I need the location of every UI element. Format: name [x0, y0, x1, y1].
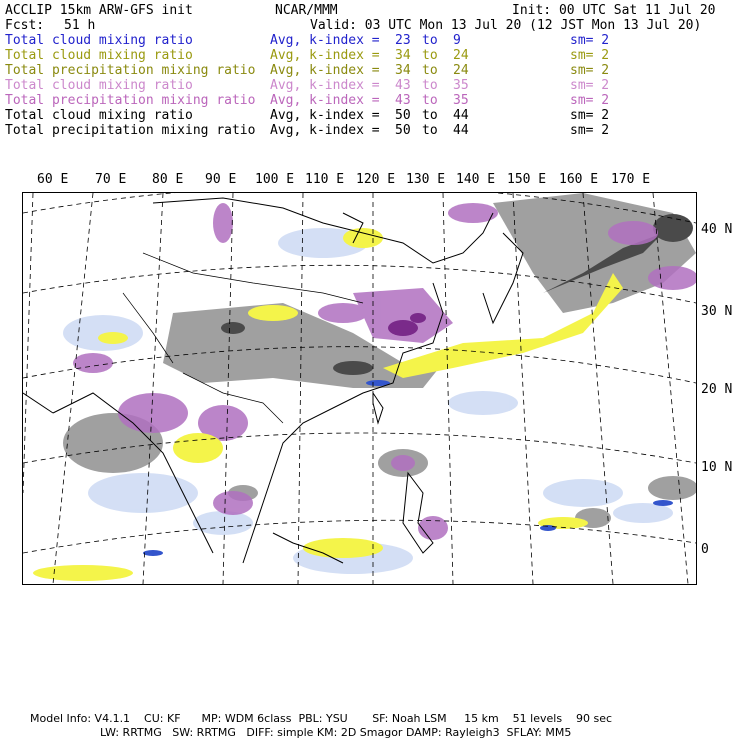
legend-row	[5, 93, 735, 108]
legend-k-to: 24	[453, 48, 469, 63]
legend-row	[5, 123, 735, 138]
longitude-label: 160 E	[559, 172, 599, 187]
latitude-label: 10 N	[701, 460, 733, 475]
legend-smoothing: sm= 2	[570, 33, 610, 48]
model-info-line2: LW: RRTMG SW: RRTMG DIFF: simple KM: 2D Smagor DAMP: Rayleigh3 SFLAY: MM5	[100, 726, 572, 739]
legend-k-from: 43	[395, 93, 411, 108]
legend-k-from: 34	[395, 63, 411, 78]
legend-row	[5, 108, 735, 123]
model-title: ACCLIP 15km ARW-GFS init	[5, 3, 193, 18]
longitude-label: 150 E	[507, 172, 547, 187]
legend-field-name: Total precipitation mixing ratio	[5, 93, 256, 108]
legend-avg-label: Avg, k-index =	[270, 123, 380, 138]
forecast-label: Fcst:	[5, 18, 45, 33]
legend-avg-label: Avg, k-index =	[270, 63, 380, 78]
legend-smoothing: sm= 2	[570, 78, 610, 93]
legend-to: to	[422, 108, 438, 123]
legend-smoothing: sm= 2	[570, 123, 610, 138]
legend-to: to	[422, 48, 438, 63]
legend-smoothing: sm= 2	[570, 63, 610, 78]
legend-avg-label: Avg, k-index =	[270, 48, 380, 63]
init-time: Init: 00 UTC Sat 11 Jul 20	[512, 3, 716, 18]
legend-k-to: 35	[453, 93, 469, 108]
legend-to: to	[422, 33, 438, 48]
legend-to: to	[422, 78, 438, 93]
longitude-label: 170 E	[611, 172, 651, 187]
legend-row	[5, 63, 735, 78]
organization-label: NCAR/MMM	[275, 3, 338, 18]
legend-field-name: Total precipitation mixing ratio	[5, 63, 256, 78]
legend-row	[5, 78, 735, 93]
latitude-label: 30 N	[701, 304, 733, 319]
longitude-label: 100 E	[255, 172, 295, 187]
legend-k-from: 34	[395, 48, 411, 63]
longitude-label: 70 E	[95, 172, 127, 187]
legend-k-from: 23	[395, 33, 411, 48]
legend-row	[5, 33, 735, 48]
legend-smoothing: sm= 2	[570, 108, 610, 123]
legend-to: to	[422, 93, 438, 108]
legend-k-to: 9	[453, 33, 461, 48]
legend-avg-label: Avg, k-index =	[270, 93, 380, 108]
longitude-label: 80 E	[152, 172, 184, 187]
legend-k-from: 43	[395, 78, 411, 93]
model-info-line1: Model Info: V4.1.1 CU: KF MP: WDM 6class PBL: YSU SF: Noah LSM 15 km 51 levels 90 sec	[30, 712, 613, 725]
forecast-map	[22, 192, 697, 585]
legend-to: to	[422, 63, 438, 78]
latitude-label: 0	[701, 542, 709, 557]
latitude-label: 40 N	[701, 222, 733, 237]
legend-row	[5, 48, 735, 63]
legend-smoothing: sm= 2	[570, 48, 610, 63]
longitude-label: 120 E	[356, 172, 396, 187]
legend-avg-label: Avg, k-index =	[270, 33, 380, 48]
legend-avg-label: Avg, k-index =	[270, 78, 380, 93]
latitude-label: 20 N	[701, 382, 733, 397]
legend-k-from: 50	[395, 108, 411, 123]
longitude-label: 90 E	[205, 172, 237, 187]
map-canvas	[23, 193, 696, 584]
legend-field-name: Total cloud mixing ratio	[5, 78, 193, 93]
legend-k-to: 24	[453, 63, 469, 78]
valid-time: Valid: 03 UTC Mon 13 Jul 20 (12 JST Mon 13 Jul 20)	[310, 18, 702, 33]
forecast-hour: 51 h	[64, 18, 96, 33]
longitude-label: 110 E	[305, 172, 345, 187]
legend-field-name: Total precipitation mixing ratio	[5, 123, 256, 138]
legend-avg-label: Avg, k-index =	[270, 108, 380, 123]
legend-to: to	[422, 123, 438, 138]
legend-k-from: 50	[395, 123, 411, 138]
legend-smoothing: sm= 2	[570, 93, 610, 108]
coastlines	[23, 198, 523, 563]
legend-field-name: Total cloud mixing ratio	[5, 48, 193, 63]
longitude-label: 140 E	[456, 172, 496, 187]
legend-field-name: Total cloud mixing ratio	[5, 108, 193, 123]
longitude-label: 130 E	[406, 172, 446, 187]
legend-k-to: 35	[453, 78, 469, 93]
legend-k-to: 44	[453, 108, 469, 123]
legend-field-name: Total cloud mixing ratio	[5, 33, 193, 48]
legend-k-to: 44	[453, 123, 469, 138]
longitude-label: 60 E	[37, 172, 69, 187]
